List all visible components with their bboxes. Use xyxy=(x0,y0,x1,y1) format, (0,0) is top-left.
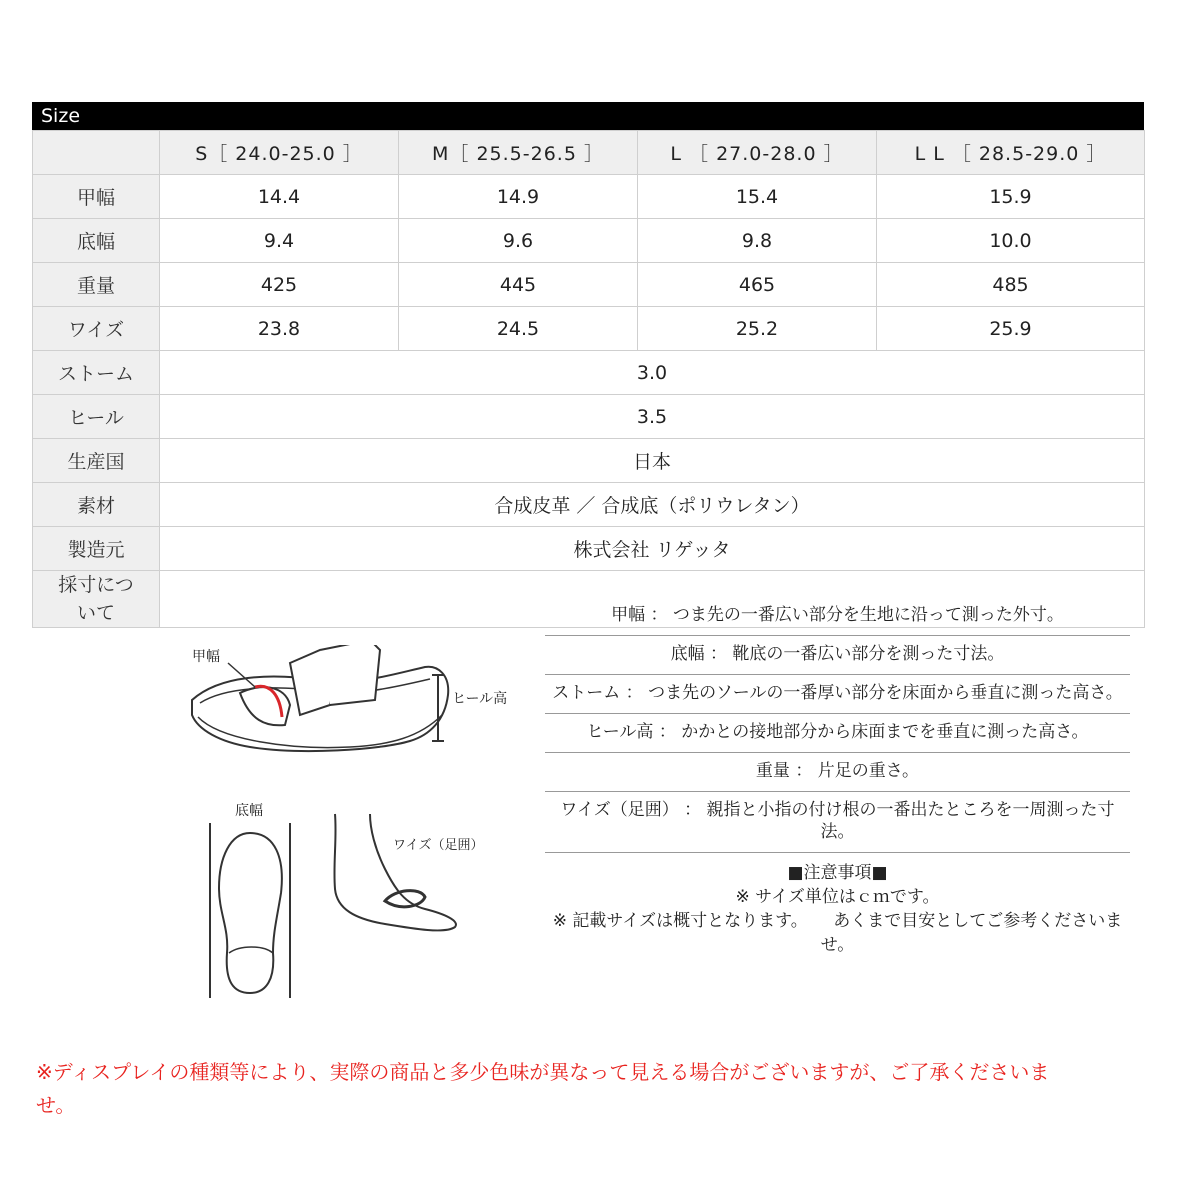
row-label: 製造元 xyxy=(33,527,160,571)
size-header: Size xyxy=(32,102,1144,130)
table-row xyxy=(33,483,1145,527)
color-disclaimer: ※ディスプレイの種類等により、実際の商品と多少色味が異なって見える場合がございますが、ご了承くださいませ。 xyxy=(36,1060,1050,1117)
notes-title: ■注意事項■ xyxy=(787,863,888,883)
table-cell: 日本 xyxy=(160,439,1145,483)
row-label: 素材 xyxy=(33,483,160,527)
table-cell: 10.0 xyxy=(877,219,1145,263)
table-cell: 9.8 xyxy=(638,219,877,263)
notes-block xyxy=(545,853,1130,957)
corner-cell xyxy=(33,131,160,175)
definition-item: 甲幅 ： つま先の一番広い部分を生地に沿って測った外寸。 xyxy=(545,597,1130,636)
table-row xyxy=(33,439,1145,483)
table-row xyxy=(33,263,1145,307)
sole-illustration xyxy=(205,803,315,1003)
row-label: ストーム xyxy=(33,351,160,395)
table-cell: 24.5 xyxy=(399,307,638,351)
table-cell: 23.8 xyxy=(160,307,399,351)
note-item: ※ 記載サイズは概寸となります。 あくまで目安としてご参考くださいませ。 xyxy=(552,911,1123,955)
table-cell: 14.4 xyxy=(160,175,399,219)
table-cell: 3.5 xyxy=(160,395,1145,439)
sole-width-diagram-label: 底幅 xyxy=(235,803,263,819)
column-ll: L L ［ 28.5-29.0 ］ xyxy=(877,131,1145,175)
row-label: 重量 xyxy=(33,263,160,307)
definition-item: ワイズ（足囲） ： 親指と小指の付け根の一番出たところを一周測った寸法。 xyxy=(545,792,1130,853)
measure-row xyxy=(33,571,1145,628)
column-m: M［ 25.5-26.5 ］ xyxy=(399,131,638,175)
measure-label: 採寸について xyxy=(58,574,134,624)
table-cell: 25.2 xyxy=(638,307,877,351)
row-label: 甲幅 xyxy=(33,175,160,219)
table-row xyxy=(33,219,1145,263)
instep-diagram-label: 甲幅 xyxy=(192,649,220,665)
definition-item: 重量 ： 片足の重さ。 xyxy=(545,753,1130,792)
table-cell: 9.6 xyxy=(399,219,638,263)
heel-diagram-label: ヒール高 xyxy=(452,691,508,707)
table-row xyxy=(33,307,1145,351)
size-table xyxy=(32,130,1145,955)
row-label: ワイズ xyxy=(33,307,160,351)
table-cell: 445 xyxy=(399,263,638,307)
table-cell: 14.9 xyxy=(399,175,638,219)
size-chart xyxy=(32,102,1144,955)
definition-list xyxy=(545,597,1130,957)
table-row xyxy=(33,175,1145,219)
table-cell: 425 xyxy=(160,263,399,307)
note-item: ※ サイズ単位はｃｍです。 xyxy=(735,887,940,907)
table-row xyxy=(33,395,1145,439)
table-cell: 25.9 xyxy=(877,307,1145,351)
table-row xyxy=(33,527,1145,571)
wise-diagram-label: ワイズ（足囲） xyxy=(393,838,484,853)
table-cell: 15.9 xyxy=(877,175,1145,219)
table-cell: 485 xyxy=(877,263,1145,307)
definition-item: ヒール高 ： かかとの接地部分から床面までを垂直に測った高さ。 xyxy=(545,714,1130,753)
column-l: L ［ 27.0-28.0 ］ xyxy=(638,131,877,175)
table-cell: 株式会社 リゲッタ xyxy=(160,527,1145,571)
table-cell: 9.4 xyxy=(160,219,399,263)
row-label: ヒール xyxy=(33,395,160,439)
table-cell: 合成皮革 ／ 合成底（ポリウレタン） xyxy=(160,483,1145,527)
measure-label-cell xyxy=(33,571,160,628)
column-header-row xyxy=(33,131,1145,175)
sandal-side-illustration xyxy=(180,645,520,775)
table-row xyxy=(33,351,1145,395)
table-cell: 465 xyxy=(638,263,877,307)
definition-item: ストーム ： つま先のソールの一番厚い部分を床面から垂直に測った高さ。 xyxy=(545,675,1130,714)
row-label: 生産国 xyxy=(33,439,160,483)
column-s: S［ 24.0-25.0 ］ xyxy=(160,131,399,175)
measure-cell xyxy=(160,571,1145,955)
foot-illustration xyxy=(325,809,505,949)
definition-item: 底幅 ： 靴底の一番広い部分を測った寸法。 xyxy=(545,636,1130,675)
row-label: 底幅 xyxy=(33,219,160,263)
table-cell: 15.4 xyxy=(638,175,877,219)
table-cell: 3.0 xyxy=(160,351,1145,395)
